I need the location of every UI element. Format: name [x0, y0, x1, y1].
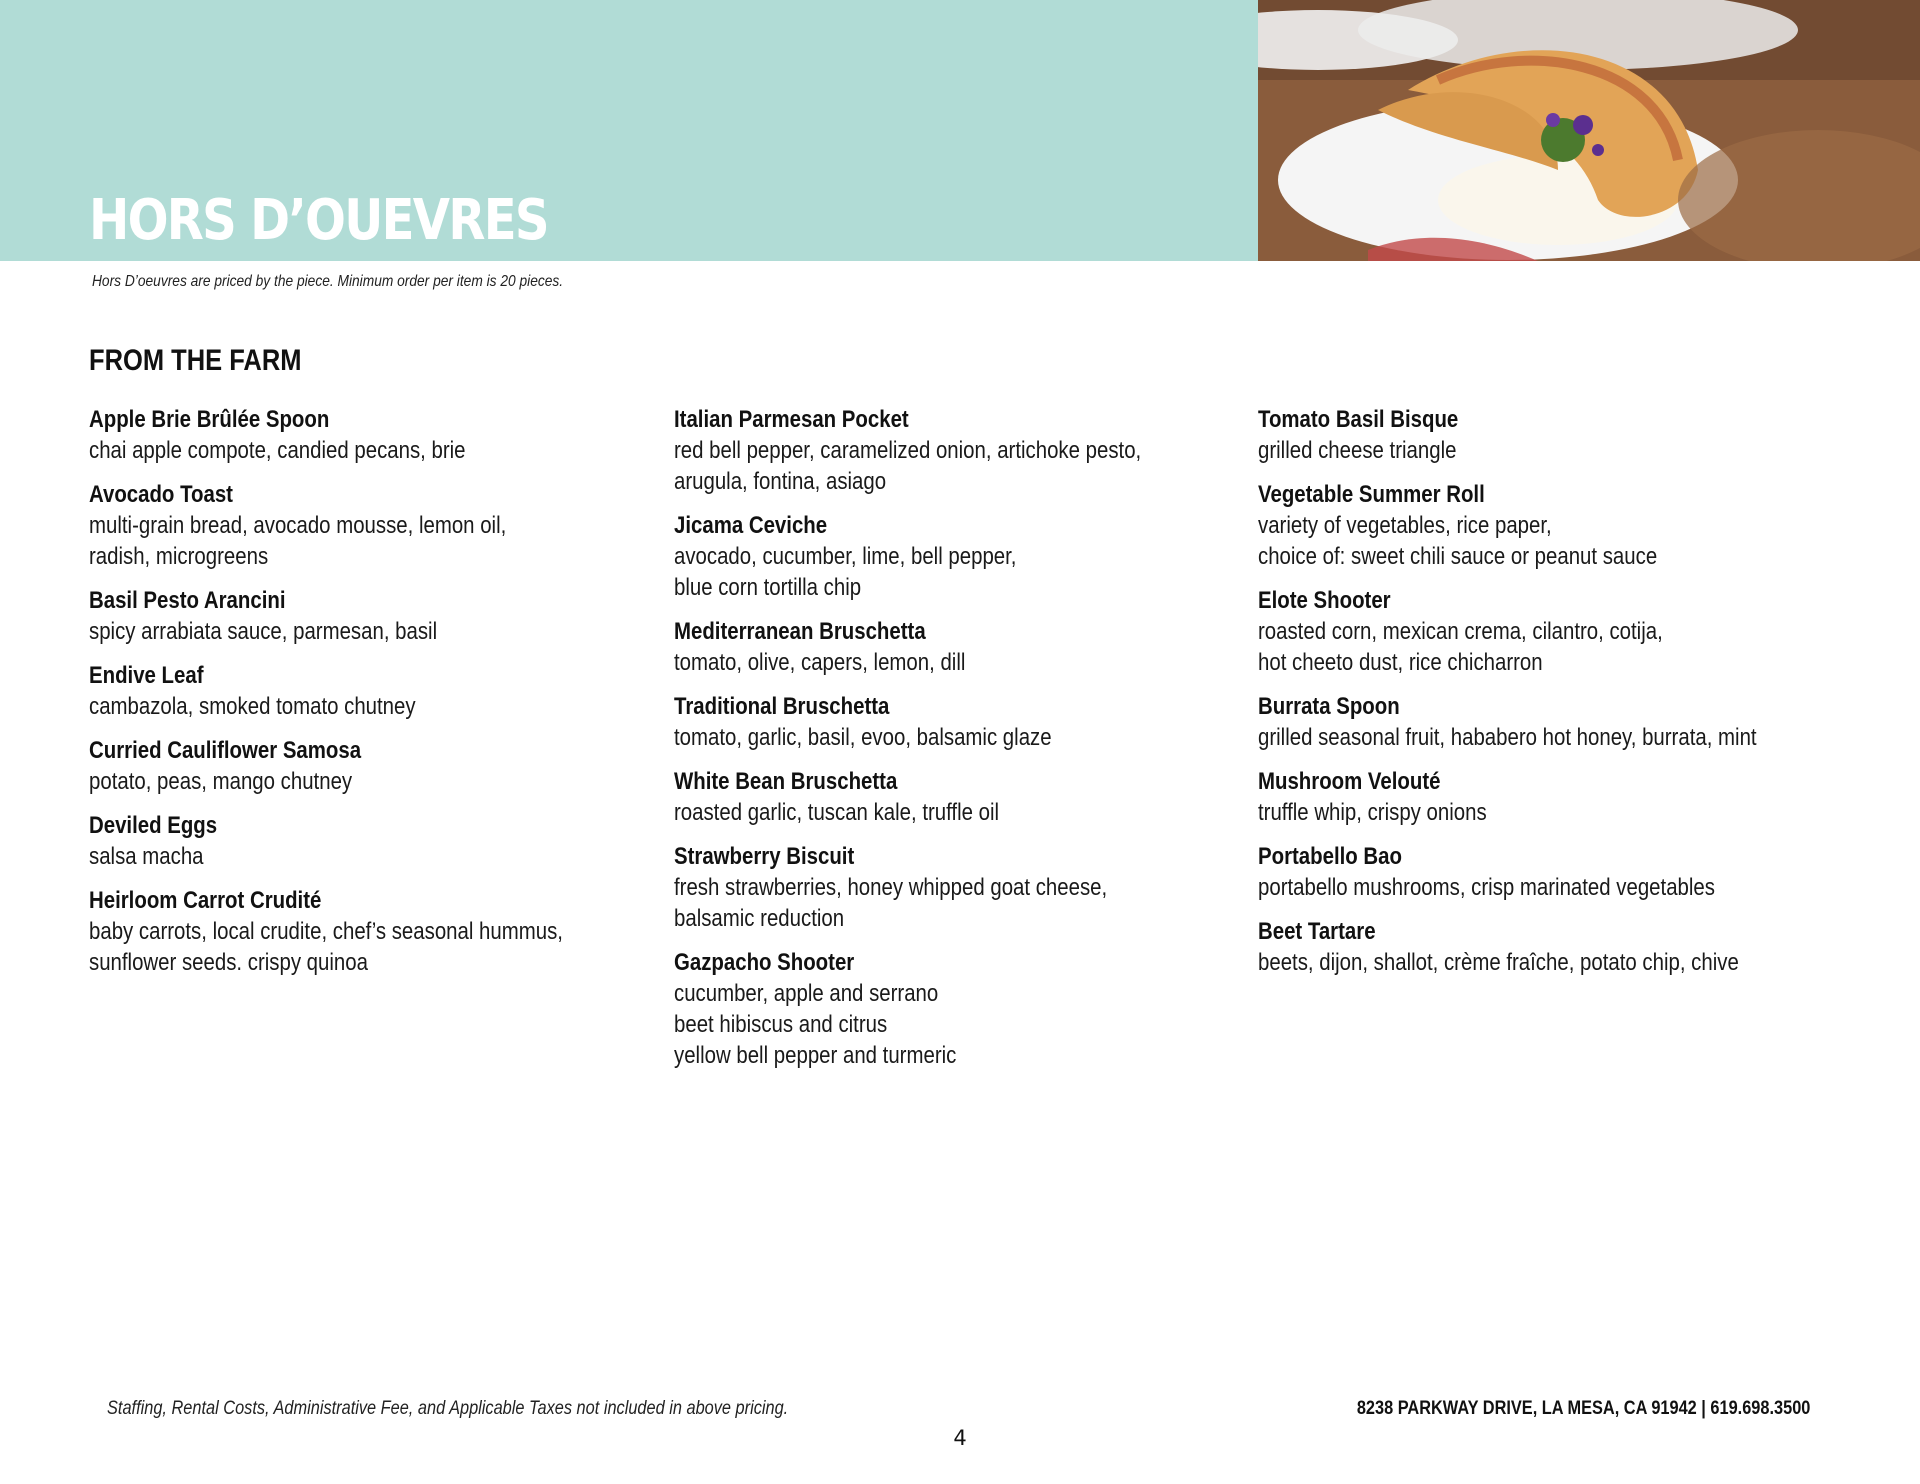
menu-item [89, 404, 650, 466]
menu-item-description: grilled seasonal fruit, hababero hot honey, burrata, mint [1258, 724, 1757, 751]
menu-item [674, 766, 1235, 828]
footer-disclaimer: Staffing, Rental Costs, Administrative Fee, and Applicable Taxes not included in above pricing. [107, 1398, 789, 1419]
menu-column-1 [89, 404, 649, 991]
footer-address: 8238 PARKWAY DRIVE, LA MESA, CA 91942 | 619.698.3500 [1356, 1398, 1810, 1419]
menu-item [674, 404, 1235, 497]
menu-item-description: roasted corn, mexican crema, cilantro, cotija, [1258, 618, 1663, 645]
menu-item-description: hot cheeto dust, rice chicharron [1258, 649, 1543, 676]
menu-item-description: avocado, cucumber, lime, bell pepper, [674, 543, 1017, 570]
menu-item-description: roasted garlic, tuscan kale, truffle oil [674, 799, 1000, 826]
menu-item [674, 510, 1235, 603]
menu-item-description: radish, microgreens [89, 543, 269, 570]
page-title: HORS D’OUEVRES [89, 188, 548, 253]
menu-item-description: beets, dijon, shallot, crème fraîche, potato chip, chive [1258, 949, 1739, 976]
menu-item-name: Endive Leaf [89, 662, 204, 689]
menu-item-description: potato, peas, mango chutney [89, 768, 353, 795]
menu-item-description: blue corn tortilla chip [674, 574, 862, 601]
menu-item-name: Tomato Basil Bisque [1258, 406, 1459, 433]
menu-item [1258, 404, 1819, 466]
menu-item [674, 947, 1235, 1071]
menu-item [674, 616, 1235, 678]
menu-item-description: balsamic reduction [674, 905, 845, 932]
menu-column-2 [674, 404, 1234, 1084]
menu-item-description: salsa macha [89, 843, 204, 870]
menu-item-name: Burrata Spoon [1258, 693, 1400, 720]
pricing-note: Hors D’oeuvres are priced by the piece. Minimum order per item is 20 pieces. [92, 273, 564, 290]
menu-item-name: Apple Brie Brûlée Spoon [89, 406, 330, 433]
menu-item-description: variety of vegetables, rice paper, [1258, 512, 1552, 539]
menu-item [89, 660, 650, 722]
menu-item-description: yellow bell pepper and turmeric [674, 1042, 957, 1069]
food-photo [1258, 0, 1920, 261]
menu-item-description: tomato, olive, capers, lemon, dill [674, 649, 966, 676]
menu-item-name: Mediterranean Bruschetta [674, 618, 926, 645]
page-number: 4 [953, 1426, 967, 1450]
menu-item-name: Beet Tartare [1258, 918, 1376, 945]
menu-item-name: Basil Pesto Arancini [89, 587, 286, 614]
menu-item-description: cucumber, apple and serrano [674, 980, 939, 1007]
menu-item [1258, 479, 1819, 572]
menu-item-description: arugula, fontina, asiago [674, 468, 887, 495]
section-title: FROM THE FARM [89, 344, 302, 377]
menu-item-description: baby carrots, local crudite, chef’s seasonal hummus, [89, 918, 563, 945]
menu-item-description: beet hibiscus and citrus [674, 1011, 888, 1038]
menu-item-description: truffle whip, crispy onions [1258, 799, 1487, 826]
menu-item-name: Mushroom Velouté [1258, 768, 1441, 795]
menu-item [89, 479, 650, 572]
menu-item-description: red bell pepper, caramelized onion, artichoke pesto, [674, 437, 1142, 464]
menu-item-description: tomato, garlic, basil, evoo, balsamic glaze [674, 724, 1052, 751]
menu-item-name: Heirloom Carrot Crudité [89, 887, 322, 914]
menu-item [674, 841, 1235, 934]
menu-item-description: grilled cheese triangle [1258, 437, 1457, 464]
menu-item-name: Deviled Eggs [89, 812, 218, 839]
menu-item-name: Traditional Bruschetta [674, 693, 890, 720]
menu-item [89, 585, 650, 647]
menu-item-name: White Bean Bruschetta [674, 768, 898, 795]
menu-item [89, 885, 650, 978]
menu-item [1258, 766, 1819, 828]
menu-item-description: cambazola, smoked tomato chutney [89, 693, 416, 720]
menu-item-name: Strawberry Biscuit [674, 843, 855, 870]
menu-item-description: sunflower seeds. crispy quinoa [89, 949, 368, 976]
menu-item [89, 735, 650, 797]
menu-item-description: fresh strawberries, honey whipped goat cheese, [674, 874, 1108, 901]
menu-item-name: Portabello Bao [1258, 843, 1402, 870]
menu-item-description: multi-grain bread, avocado mousse, lemon oil, [89, 512, 507, 539]
menu-item [1258, 841, 1819, 903]
menu-item-description: chai apple compote, candied pecans, brie [89, 437, 466, 464]
menu-item-description: choice of: sweet chili sauce or peanut sauce [1258, 543, 1658, 570]
menu-column-3 [1258, 404, 1818, 991]
menu-item-name: Avocado Toast [89, 481, 233, 508]
menu-item [1258, 916, 1819, 978]
menu-item-name: Italian Parmesan Pocket [674, 406, 909, 433]
menu-item [1258, 585, 1819, 678]
menu-item-name: Gazpacho Shooter [674, 949, 855, 976]
menu-item [674, 691, 1235, 753]
menu-item-name: Vegetable Summer Roll [1258, 481, 1485, 508]
menu-item-description: portabello mushrooms, crisp marinated vegetables [1258, 874, 1715, 901]
menu-item-description: spicy arrabiata sauce, parmesan, basil [89, 618, 438, 645]
menu-item-name: Elote Shooter [1258, 587, 1391, 614]
menu-item-name: Curried Cauliflower Samosa [89, 737, 362, 764]
menu-item [1258, 691, 1819, 753]
menu-item-name: Jicama Ceviche [674, 512, 828, 539]
menu-item [89, 810, 650, 872]
